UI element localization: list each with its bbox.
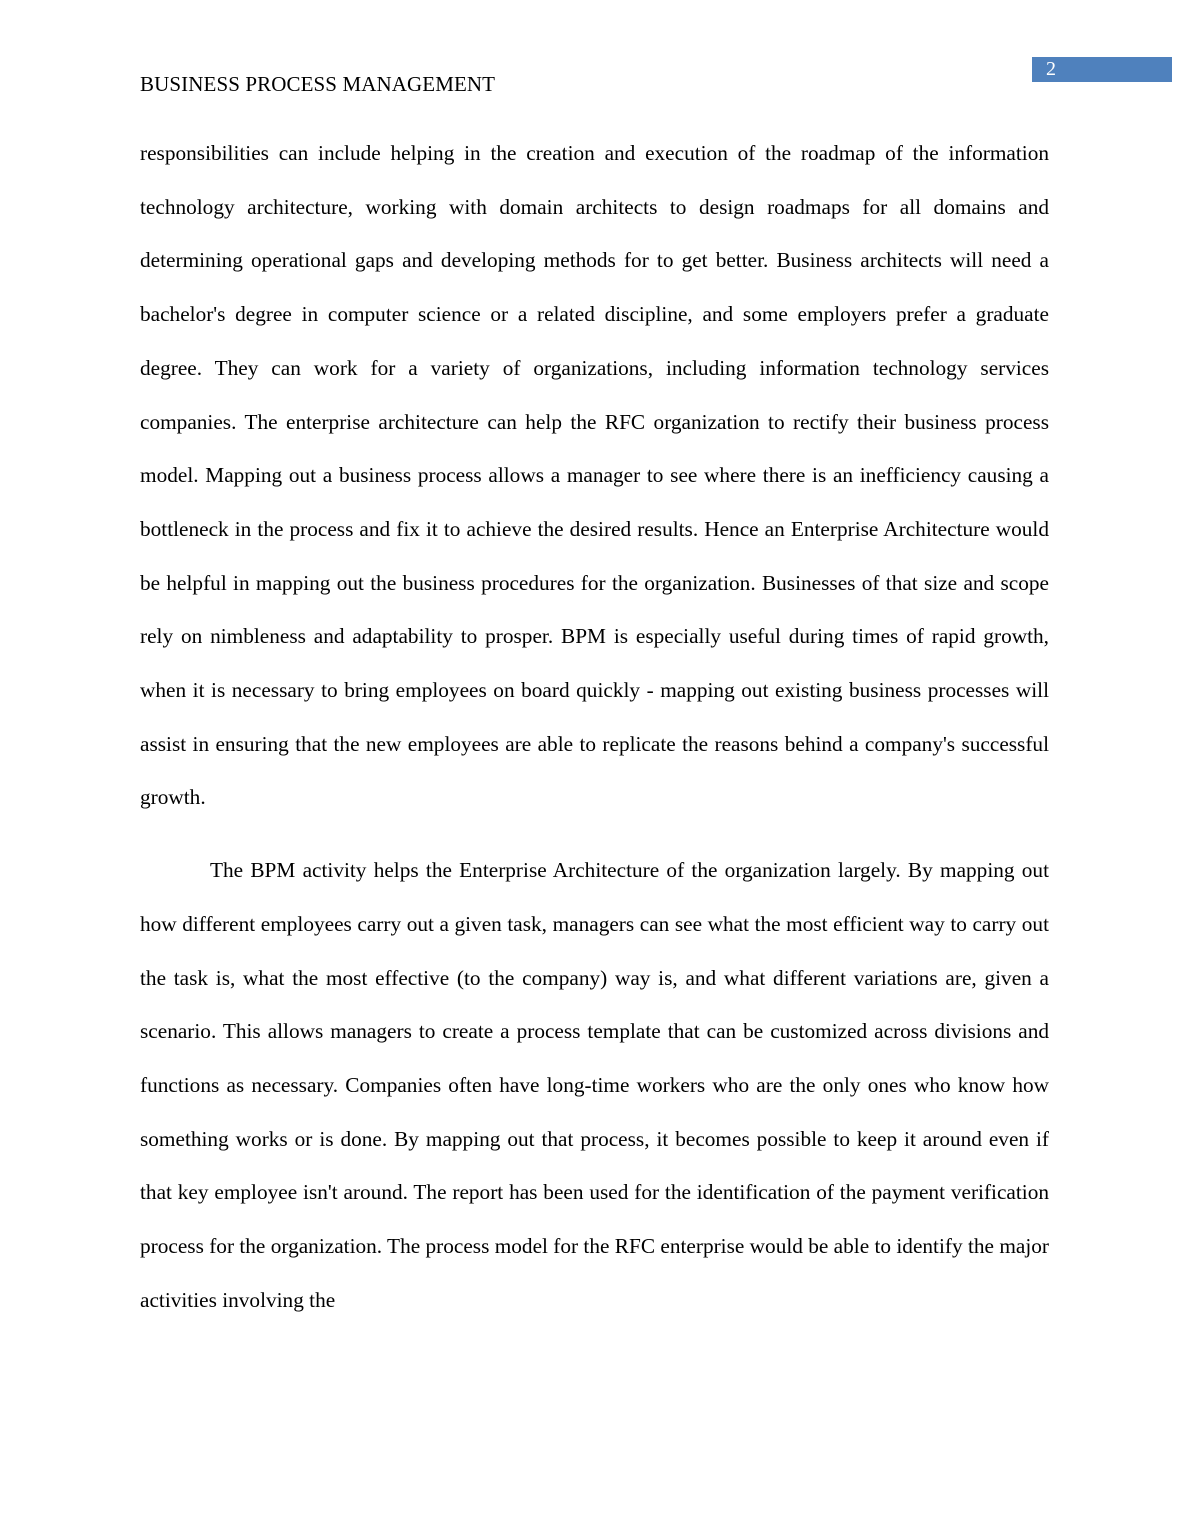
running-head: BUSINESS PROCESS MANAGEMENT bbox=[140, 72, 496, 96]
page-number: 2 bbox=[1046, 58, 1056, 80]
paragraph-2: The BPM activity helps the Enterprise Architecture of the organization largely. By mapping out how different employees carry out a given task, managers can see what the most efficient way to carry out the task is, what the most effective (to the company) way is, and what different variations are, given a scenario. This allows managers to create a process template that can be customized across divisions and functions as necessary. Companies often have long-time workers who are the only ones who know how something works or is done. By mapping out that process, it becomes possible to keep it around even if that key employee isn't around. The report has been used for the identification of the payment verification process for the organization. The process model for the RFC enterprise would be able to identify the major activities involving the bbox=[140, 858, 1049, 1312]
document-body bbox=[140, 127, 1049, 1327]
page-number-badge bbox=[1032, 57, 1172, 82]
paragraph-1: responsibilities can include helping in the creation and execution of the roadmap of the information technology architecture, working with domain architects to design roadmaps for all domains and determining operational gaps and developing methods for to get better. Business architects will need a bachelor's degree in computer science or a related discipline, and some employers prefer a graduate degree. They can work for a variety of organizations, including information technology services companies. The enterprise architecture can help the RFC organization to rectify their business process model. Mapping out a business process allows a manager to see where there is an inefficiency causing a bottleneck in the process and fix it to achieve the desired results. Hence an Enterprise Architecture would be helpful in mapping out the business procedures for the organization. Businesses of that size and scope rely on nimbleness and adaptability to prosper. BPM is especially useful during times of rapid growth, when it is necessary to bring employees on board quickly - mapping out existing business processes will assist in ensuring that the new employees are able to replicate the reasons behind a company's successful growth. bbox=[140, 141, 1049, 810]
